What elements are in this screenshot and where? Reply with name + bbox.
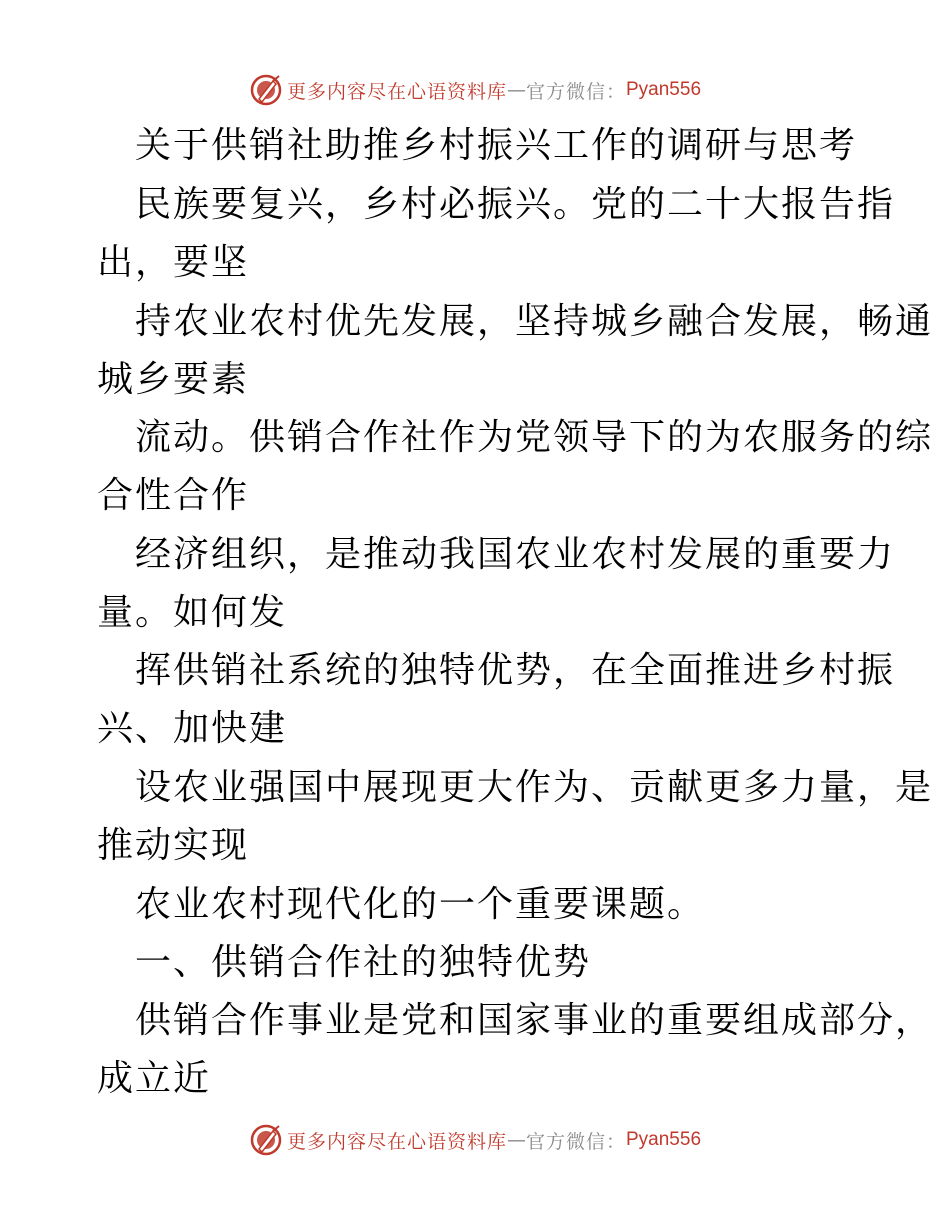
watermark-text: 更多内容尽在心语资料库	[286, 80, 507, 103]
paragraph-line: 成立近	[97, 1058, 212, 1099]
paragraph-line: 兴、加快建	[97, 708, 288, 749]
paragraph-line: 设农业强国中展现更大作为、贡献更多力量，是	[135, 767, 934, 808]
paragraph-line: 挥供销社系统的独特优势，在全面推进乡村振	[135, 650, 896, 691]
paragraph-line: 持农业农村优先发展，坚持城乡融合发展，畅通	[135, 301, 934, 342]
watermark-wechat-label: 官方微信：	[525, 1130, 626, 1153]
watermark-header	[0, 70, 950, 110]
watermark-wechat-id: Pyan556	[626, 1129, 702, 1150]
section-heading: 一、供销合作社的独特优势	[135, 942, 592, 983]
paragraph-line: 城乡要素	[97, 359, 250, 400]
watermark-dash: —	[506, 1129, 526, 1151]
paragraph-line: 民族要复兴，乡村必振兴。党的二十大报告指	[135, 184, 896, 225]
watermark-wechat-label: 官方微信：	[525, 80, 626, 103]
quill-logo-icon	[249, 73, 283, 107]
watermark-footer	[0, 1120, 950, 1160]
paragraph-line: 供销合作事业是党和国家事业的重要组成部分，	[135, 1000, 934, 1041]
document-title: 关于供销社助推乡村振兴工作的调研与思考	[135, 125, 858, 166]
paragraph-line: 流动。供销合作社作为党领导下的为农服务的综	[135, 417, 934, 458]
watermark-wechat-id: Pyan556	[626, 79, 702, 100]
paragraph-line: 农业农村现代化的一个重要课题。	[135, 884, 706, 925]
paragraph-line: 经济组织，是推动我国农业农村发展的重要力	[135, 534, 896, 575]
watermark-text: 更多内容尽在心语资料库	[286, 1130, 507, 1153]
paragraph-line: 出，要坚	[97, 242, 250, 283]
quill-logo-icon	[249, 1123, 283, 1157]
paragraph-line: 推动实现	[97, 825, 250, 866]
paragraph-line: 量。如何发	[97, 592, 288, 633]
paragraph-line: 合性合作	[97, 475, 250, 516]
watermark-dash: —	[506, 79, 526, 101]
